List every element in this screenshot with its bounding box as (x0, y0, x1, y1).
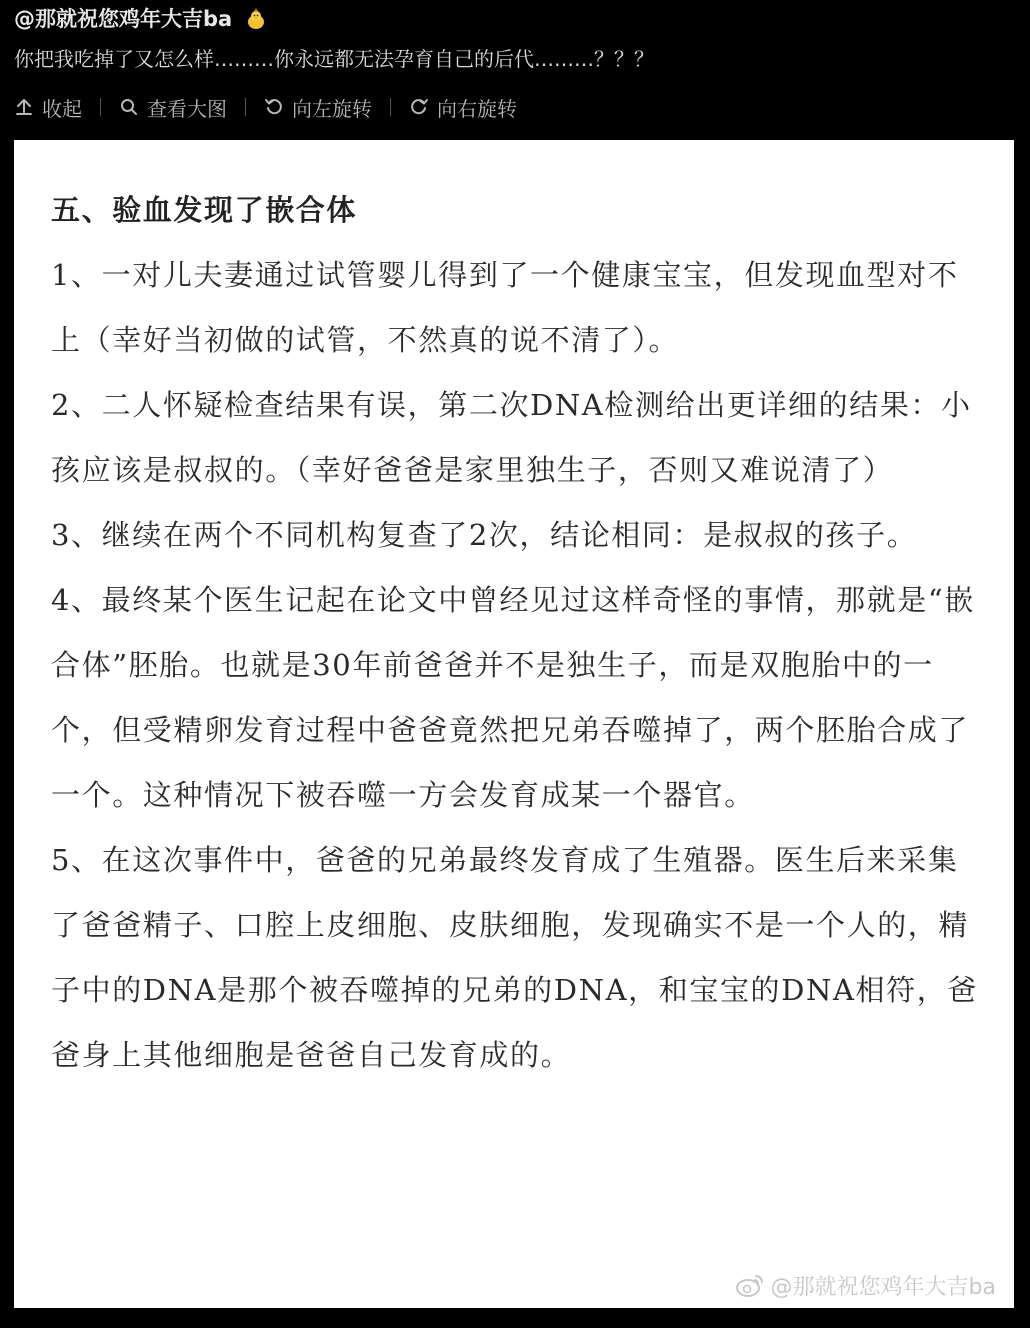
collapse-icon (14, 97, 34, 117)
view-large-label: 查看大图 (147, 96, 227, 121)
image-toolbar (14, 90, 517, 124)
article-paragraph: 3、继续在两个不同机构复查了2次，结论相同：是叔叔的孩子。 (51, 518, 918, 552)
weibo-logo-icon (735, 1272, 765, 1298)
toolbar-divider (245, 98, 246, 116)
article-paragraph: 1、一对儿夫妻通过试管婴儿得到了一个健康宝宝，但发现血型对不上（幸好当初做的试管，不然真的说不清了）。 (51, 258, 959, 357)
collapse-label: 收起 (42, 96, 82, 121)
comment-author[interactable] (14, 4, 268, 34)
expanded-image[interactable] (14, 140, 1014, 1308)
rotate-right-label: 向右旋转 (437, 96, 517, 121)
article-heading: 五、验血发现了嵌合体 (51, 193, 358, 227)
view-large-button[interactable] (119, 90, 227, 124)
watermark-text: @那就祝您鸡年大吉ba (770, 1274, 996, 1300)
rotate-right-button[interactable] (409, 90, 517, 124)
chicken-emoji-icon (244, 8, 268, 32)
article-paragraph: 2、二人怀疑检查结果有误，第二次DNA检测给出更详细的结果：小孩应该是叔叔的。（幸好爸爸是家里独生子，否则又难说清了） (51, 388, 972, 487)
comment-text: 你把我吃掉了又怎么样………你永远都无法孕育自己的后代………？？？ (14, 47, 654, 71)
author-name[interactable]: @那就祝您鸡年大吉ba (14, 7, 233, 31)
article-paragraph: 5、在这次事件中，爸爸的兄弟最终发育成了生殖器。医生后来采集了爸爸精子、口腔上皮细胞、皮肤细胞，发现确实不是一个人的，精子中的DNA是那个被吞噬掉的兄弟的DNA，和宝宝的DNA相符，爸爸身上其他细胞是爸爸自己发育成的。 (51, 843, 978, 1072)
rotate-right-icon (409, 97, 429, 117)
collapse-button[interactable] (14, 90, 82, 124)
rotate-left-label: 向左旋转 (292, 96, 372, 121)
article-paragraph: 4、最终某个医生记起在论文中曾经见过这样奇怪的事情，那就是“嵌合体”胚胎。也就是30年前爸爸并不是独生子，而是双胞胎中的一个，但受精卵发育过程中爸爸竟然把兄弟吞噬掉了，两个胚胎合成了一个。这种情况下被吞噬一方会发育成某一个器官。 (51, 583, 975, 812)
toolbar-divider (100, 98, 101, 116)
image-watermark (735, 1268, 996, 1302)
rotate-left-icon (264, 97, 284, 117)
rotate-left-button[interactable] (264, 90, 372, 124)
image-article-text (51, 178, 981, 1088)
toolbar-divider (390, 98, 391, 116)
zoom-icon (119, 97, 139, 117)
